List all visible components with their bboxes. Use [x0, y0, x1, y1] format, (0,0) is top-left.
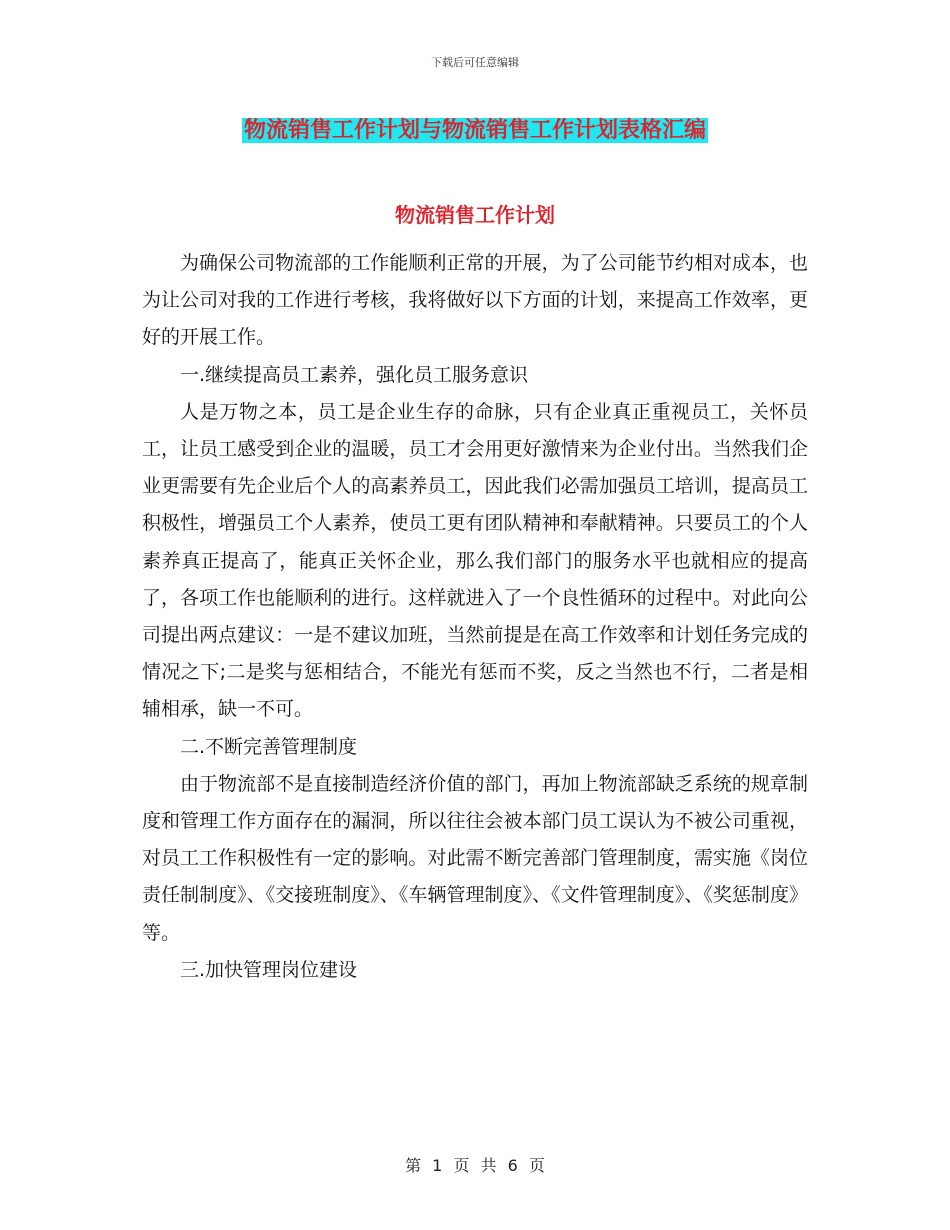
heading-section-1: 一.继续提高员工素养，强化员工服务意识	[180, 363, 529, 386]
heading-section-3: 三.加快管理岗位建设	[180, 958, 358, 981]
page-footer-number: 第 1 页 共 6 页	[405, 1156, 545, 1175]
heading-section-2: 二.不断完善管理制度	[180, 735, 358, 758]
paragraph-section-1: 人是万物之本，员工是企业生存的命脉，只有企业真正重视员工，关怀员工，让员工感受到企业的温暖，员工才会用更好激情来为企业付出。当然我们企业更需要有先企业后个人的高素养员工，因此我们必需加强员工培训，提高员工积极性，增强员工个人素养，使员工更有团队精神和奉献精神。只要员工的个人素养真正提高了，能真正关怀企业，那么我们部门的服务水平也就相应的提高了，各项工作也能顺利的进行。这样就进入了一个良性循环的过程中。对此向公司提出两点建议：一是不建议加班，当然前提是在高工作效率和计划任务完成的情况之下;二是奖与惩相结合，不能光有惩而不奖，反之当然也不行，二者是相辅相承，缺一不可。	[142, 400, 808, 721]
document-title-text: 物流销售工作计划与物流销售工作计划表格汇编	[243, 118, 706, 143]
paragraph-intro: 为确保公司物流部的工作能顺利正常的开展，为了公司能节约相对成本，也为让公司对我的工作进行考核，我将做好以下方面的计划，来提高工作效率，更好的开展工作。	[142, 252, 808, 349]
document-title	[0, 114, 950, 148]
section-title: 物流销售工作计划	[395, 203, 555, 227]
document-body	[142, 245, 808, 989]
page-header-note: 下载后可任意编辑	[431, 56, 519, 69]
paragraph-section-2: 由于物流部不是直接制造经济价值的部门，再加上物流部缺乏系统的规章制度和管理工作方面存在的漏洞，所以往往会被本部门员工误认为不被公司重视，对员工工作积极性有一定的影响。对此需不断完善部门管理制度，需实施《岗位责任制制度》、《交接班制度》、《车辆管理制度》、《文件管理制度》、《奖惩制度》等。	[142, 772, 808, 944]
